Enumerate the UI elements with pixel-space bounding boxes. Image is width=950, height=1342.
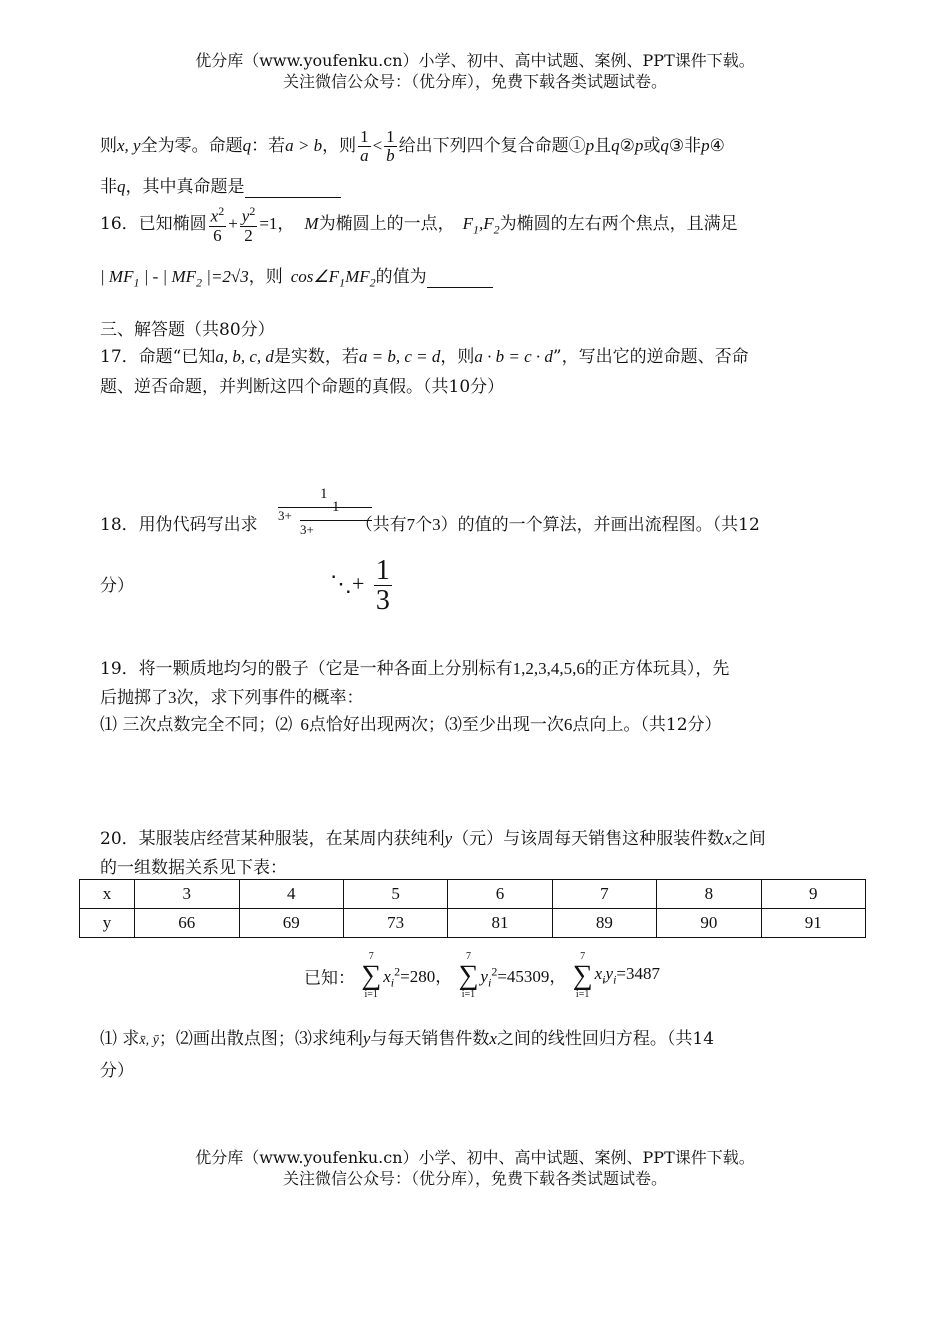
continued-fraction-tail: ⋱+ $\frac{1}{3}$ [330, 555, 390, 617]
fraction-x2-over-6: $\frac{x^2}{6}$ [210, 204, 225, 245]
q17-line-2: 题、逆否命题，并判断这四个命题的真假。（共10分） [100, 377, 505, 397]
q19-line-1: 19．将一颗质地均匀的骰子（它是一种各面上分别标有1,2,3,4,5,6的正方体玩具），先 [100, 659, 730, 679]
header-line-1: 优分库（www.youfenku.cn）小学、初中、高中试题、案例、PPT课件下载。 [195, 51, 755, 70]
header-line-2: 关注微信公众号：（优分库），免费下载各类试题试卷。 [282, 72, 667, 91]
q19-line-2: 后抛掷了3次，求下列事件的概率： [100, 688, 364, 708]
q17-line-1: 17．命题“已知a, b, c, d是实数，若a = b, c = d，则a · b = c · d”，写出它的逆命题、否命 [100, 347, 749, 367]
answer-blank [427, 267, 493, 288]
q20-line-5: 分） [100, 1061, 134, 1081]
q18-line-2: 分） [100, 576, 134, 596]
section-title: 三、解答题（共80分） [100, 320, 275, 340]
q16-line-1: 16．已知椭圆 $\frac{x^2}{6}$ + $\frac{y^2}{2}$ =1， M为椭圆上的一点， $F_1,F_2$为椭圆的左右两个焦点，且满足 [100, 204, 738, 245]
q15-line-1: 则x, y全为零。命题q：若a > b，则 $\frac{1}{a}$ < $\frac{1}{b}$ 给出下列四个复合命题①p且q②p或q③非p④ [100, 127, 725, 165]
q20-line-1: 20．某服装店经营某种服装，在某周内获纯利y（元）与该周每天销售这种服装件数x之间 [100, 829, 766, 849]
table-row: x 3 4 5 6 7 8 9 [80, 880, 866, 909]
q15-line-2: 非q，其中真命题是 [100, 172, 341, 198]
footer-line-1: 优分库（www.youfenku.cn）小学、初中、高中试题、案例、PPT课件下载。 [195, 1148, 755, 1167]
fraction-y2-over-2: $\frac{y^2}{2}$ [241, 204, 256, 245]
q16-line-2: | $MF_1$ | - | $MF_2$ |=2√3，则 $\cos\angle F_1MF_2$的值为 [100, 262, 493, 290]
q18-line-1: 18．用伪代码写出求 （共有7个3）的值的一个算法，并画出流程图。（共12 [100, 515, 760, 535]
answer-blank [245, 177, 341, 198]
sum-conditions: 已知： 7 ∑ i=1 $x_i^2=280$， 7 ∑ i=1 $y_i^2=45309$， 7 ∑ i=1 $x_iy_i=3487$ [304, 951, 660, 1000]
q20-line-4: ⑴ 求x̄, ȳ；⑵画出散点图；⑶求纯利y与每天销售件数x之间的线性回归方程。（共14 [100, 1029, 715, 1049]
data-table [79, 879, 866, 938]
fraction-1-over-a: $\frac{1}{a}$ [360, 127, 369, 165]
q20-line-2: 的一组数据关系见下表： [100, 858, 287, 878]
table-row: y 66 69 73 81 89 90 91 [80, 909, 866, 938]
fraction-1-over-b: $\frac{1}{b}$ [386, 127, 395, 165]
footer-line-2: 关注微信公众号：（优分库），免费下载各类试题试卷。 [282, 1169, 667, 1188]
q19-line-3: ⑴ 三次点数完全不同；⑵ 6点恰好出现两次；⑶至少出现一次6点向上。（共12分） [100, 715, 722, 735]
